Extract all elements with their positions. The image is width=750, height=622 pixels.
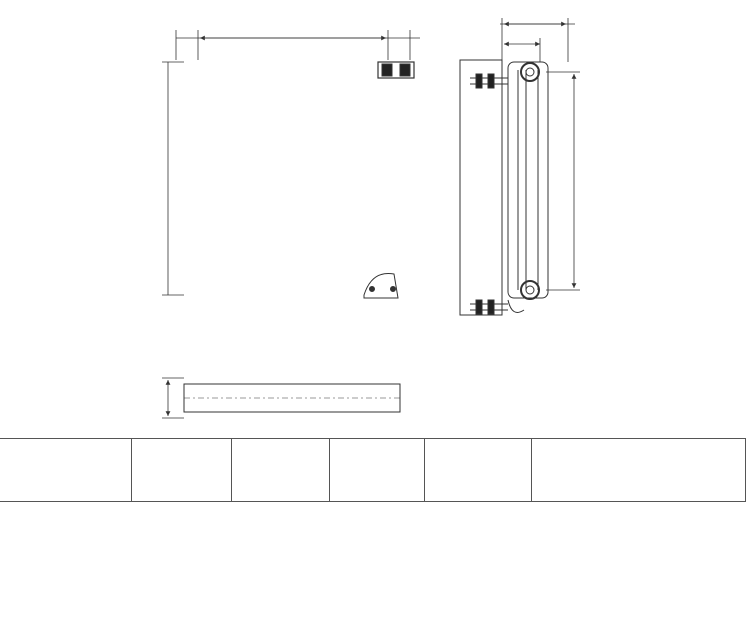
spec-table — [0, 438, 746, 502]
top-view — [162, 378, 400, 418]
col-header-area — [532, 439, 746, 502]
front-view — [162, 30, 420, 298]
col-header-h — [329, 439, 424, 502]
table-header-row — [0, 439, 746, 502]
col-header-model — [0, 439, 132, 502]
side-view — [460, 18, 580, 315]
col-header-b — [232, 439, 329, 502]
col-header-axis — [425, 439, 532, 502]
col-header-l — [132, 439, 232, 502]
